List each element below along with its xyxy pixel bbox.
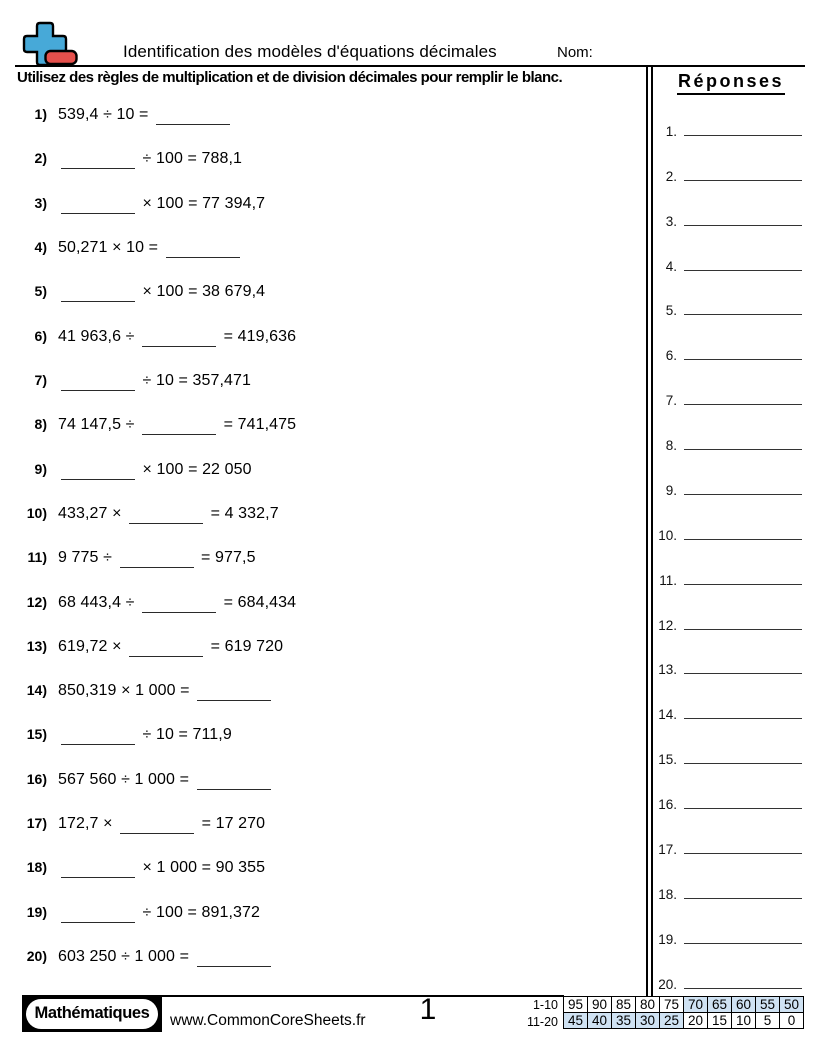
problem-number: 10) xyxy=(26,504,47,521)
answer-line xyxy=(684,311,802,315)
problem-row xyxy=(18,594,296,616)
page-number: 1 xyxy=(419,993,437,1026)
answers-heading-label: Réponses xyxy=(677,71,785,95)
answer-row xyxy=(652,751,802,769)
score-cell: 60 xyxy=(732,997,756,1013)
answer-row xyxy=(652,976,802,994)
answer-line xyxy=(684,536,802,540)
answer-number: 14. xyxy=(658,707,677,723)
problem-text: 74 147,5 ÷ = 741,475 xyxy=(58,416,297,434)
score-cell: 85 xyxy=(612,997,636,1013)
answer-blank xyxy=(197,962,271,967)
problem-number: 3) xyxy=(34,194,47,211)
answer-line xyxy=(684,222,802,226)
score-cell: 70 xyxy=(684,997,708,1013)
answer-row xyxy=(652,258,802,276)
answer-number: 16. xyxy=(658,797,677,813)
answer-number: 15. xyxy=(658,752,677,768)
answer-blank xyxy=(120,829,194,834)
answer-blank xyxy=(61,209,135,214)
problem-row xyxy=(18,904,260,926)
answer-line xyxy=(684,715,802,719)
minus-icon xyxy=(46,51,77,64)
score-cell: 40 xyxy=(588,1013,612,1029)
problem-row xyxy=(18,416,296,438)
score-cell: 0 xyxy=(780,1013,804,1029)
problem-text: ÷ 10 = 711,9 xyxy=(58,726,232,743)
answer-line xyxy=(684,491,802,495)
problem-row xyxy=(18,461,252,483)
answer-row xyxy=(652,841,802,859)
problem-row xyxy=(18,372,251,394)
score-cell: 45 xyxy=(564,1013,588,1029)
score-cell: 65 xyxy=(708,997,732,1013)
answer-number: 12. xyxy=(658,617,677,633)
problem-text: 619,72 × = 619 720 xyxy=(58,637,284,655)
problem-row xyxy=(18,815,265,837)
score-table xyxy=(563,996,804,1029)
score-row-label-1: 1-10 xyxy=(532,998,558,1012)
answer-line xyxy=(684,267,802,271)
problem-number: 20) xyxy=(26,948,47,965)
score-cell: 25 xyxy=(660,1013,684,1029)
answer-blank xyxy=(61,386,135,391)
answer-number: 6. xyxy=(665,348,677,364)
answer-row xyxy=(652,796,802,814)
problem-text: 50,271 × 10 = xyxy=(58,239,243,256)
answer-number: 19. xyxy=(658,931,677,947)
problem-text: 567 560 ÷ 1 000 = xyxy=(58,771,274,788)
answer-number: 18. xyxy=(658,886,677,902)
answer-row xyxy=(652,706,802,724)
answer-row xyxy=(652,302,802,320)
score-cell: 35 xyxy=(612,1013,636,1029)
answer-row xyxy=(652,437,802,455)
answer-row xyxy=(652,123,802,141)
answer-line xyxy=(684,760,802,764)
problem-text: ÷ 100 = 788,1 xyxy=(58,150,242,167)
answer-row xyxy=(652,617,802,635)
answer-number: 10. xyxy=(658,527,677,543)
problem-row xyxy=(18,948,274,970)
score-cell: 95 xyxy=(564,997,588,1013)
problem-text: × 100 = 38 679,4 xyxy=(58,283,265,300)
score-cell: 20 xyxy=(684,1013,708,1029)
problem-text: 603 250 ÷ 1 000 = xyxy=(58,948,274,965)
instruction-text: Utilisez des règles de multiplication et de division décimales pour remplir le blanc. xyxy=(17,69,563,86)
problem-row xyxy=(18,771,274,793)
answer-number: 1. xyxy=(665,124,677,139)
problem-number: 4) xyxy=(34,238,47,255)
answer-number: 2. xyxy=(665,168,677,184)
answer-number: 7. xyxy=(665,393,677,409)
problem-text: 433,27 × = 4 332,7 xyxy=(58,504,279,522)
problem-number: 2) xyxy=(34,150,47,167)
page-title: Identification des modèles d'équations décimales xyxy=(123,42,497,61)
answer-blank xyxy=(142,608,216,613)
problem-number: 9) xyxy=(34,460,47,477)
problem-row xyxy=(18,505,279,527)
answer-blank xyxy=(142,342,216,347)
answer-blank xyxy=(61,873,135,878)
answer-number: 9. xyxy=(665,482,677,498)
answer-row xyxy=(652,527,802,545)
problem-number: 8) xyxy=(34,416,47,433)
answer-line xyxy=(684,177,802,181)
problem-row xyxy=(18,195,265,217)
answer-line xyxy=(684,985,802,989)
answer-number: 17. xyxy=(658,841,677,857)
problem-row xyxy=(18,328,296,350)
problem-number: 1) xyxy=(34,106,47,122)
brand-oval xyxy=(26,999,158,1029)
answer-number: 5. xyxy=(665,303,677,319)
problem-text: × 100 = 22 050 xyxy=(58,461,252,478)
problem-row xyxy=(18,283,265,305)
answer-blank xyxy=(197,696,271,701)
problem-text: 68 443,4 ÷ = 684,434 xyxy=(58,593,297,611)
brand-logo xyxy=(20,19,80,69)
answer-blank xyxy=(61,475,135,480)
answer-line xyxy=(684,132,802,136)
problem-number: 16) xyxy=(26,770,47,787)
problem-row xyxy=(18,859,265,881)
score-cell: 5 xyxy=(756,1013,780,1029)
score-cell: 50 xyxy=(780,997,804,1013)
answer-line xyxy=(684,940,802,944)
problem-number: 6) xyxy=(34,327,47,344)
answer-blank xyxy=(156,120,230,125)
problem-row xyxy=(18,726,232,748)
answer-number: 8. xyxy=(665,438,677,454)
problem-text: × 1 000 = 90 355 xyxy=(58,859,265,876)
answer-blank xyxy=(197,785,271,790)
brand-label: Mathématiques xyxy=(34,1004,150,1022)
answer-number: 3. xyxy=(665,213,677,229)
answer-blank xyxy=(61,164,135,169)
header-rule xyxy=(15,65,805,67)
answer-line xyxy=(684,670,802,674)
problem-number: 11) xyxy=(27,549,47,566)
problem-text: 172,7 × = 17 270 xyxy=(58,815,266,833)
answer-blank xyxy=(129,652,203,657)
answer-blank xyxy=(129,519,203,524)
answer-blank xyxy=(120,563,194,568)
answer-number: 20. xyxy=(658,976,677,992)
score-row-label-2: 11-20 xyxy=(526,1014,558,1029)
problem-text: 9 775 ÷ = 977,5 xyxy=(58,549,256,567)
problem-row xyxy=(18,150,242,172)
problem-row xyxy=(18,106,233,128)
problem-number: 19) xyxy=(26,903,47,920)
answer-row xyxy=(652,392,802,410)
problem-text: 41 963,6 ÷ = 419,636 xyxy=(58,327,297,345)
answer-blank xyxy=(142,430,216,435)
problem-number: 14) xyxy=(26,682,47,699)
problem-number: 13) xyxy=(26,637,47,654)
answer-blank xyxy=(61,918,135,923)
problem-text: 850,319 × 1 000 = xyxy=(58,682,274,699)
website-url: www.CommonCoreSheets.fr xyxy=(170,1012,366,1029)
answer-row xyxy=(652,886,802,904)
answer-number: 11. xyxy=(659,572,677,588)
problem-text: × 100 = 77 394,7 xyxy=(58,195,265,212)
problem-number: 17) xyxy=(26,815,47,832)
answer-line xyxy=(684,805,802,809)
answer-number: 4. xyxy=(665,258,677,274)
answer-row xyxy=(652,168,802,186)
problem-number: 18) xyxy=(26,859,47,876)
answers-heading xyxy=(658,71,804,92)
problem-text: ÷ 10 = 357,471 xyxy=(58,372,251,389)
answer-line xyxy=(684,850,802,854)
answer-line xyxy=(684,401,802,405)
answer-line xyxy=(684,356,802,360)
score-cell: 10 xyxy=(732,1013,756,1029)
problem-row xyxy=(18,638,283,660)
answer-blank xyxy=(61,740,135,745)
problem-number: 12) xyxy=(26,593,47,610)
score-cell: 90 xyxy=(588,997,612,1013)
answer-row xyxy=(652,931,802,949)
problem-row xyxy=(18,239,243,261)
score-cell: 80 xyxy=(636,997,660,1013)
answer-row xyxy=(652,482,802,500)
problem-text: ÷ 100 = 891,372 xyxy=(58,904,260,921)
answer-number: 13. xyxy=(658,662,677,678)
problem-number: 5) xyxy=(34,283,47,300)
answer-line xyxy=(684,895,802,899)
answer-row xyxy=(652,661,802,679)
answer-row xyxy=(652,347,802,365)
problem-row xyxy=(18,549,256,571)
problem-row xyxy=(18,682,274,704)
name-label: Nom: xyxy=(557,44,593,61)
answer-row xyxy=(652,572,802,590)
score-cell: 30 xyxy=(636,1013,660,1029)
problem-number: 7) xyxy=(34,371,47,388)
brand-badge xyxy=(22,995,162,1032)
answer-line xyxy=(684,626,802,630)
score-cell: 75 xyxy=(660,997,684,1013)
score-cell: 15 xyxy=(708,1013,732,1029)
answer-line xyxy=(684,581,802,585)
answer-row xyxy=(652,213,802,231)
answer-blank xyxy=(61,297,135,302)
problem-number: 15) xyxy=(26,726,47,743)
score-cell: 55 xyxy=(756,997,780,1013)
problem-text: 539,4 ÷ 10 = xyxy=(58,106,233,123)
answer-blank xyxy=(166,253,240,258)
answer-line xyxy=(684,446,802,450)
